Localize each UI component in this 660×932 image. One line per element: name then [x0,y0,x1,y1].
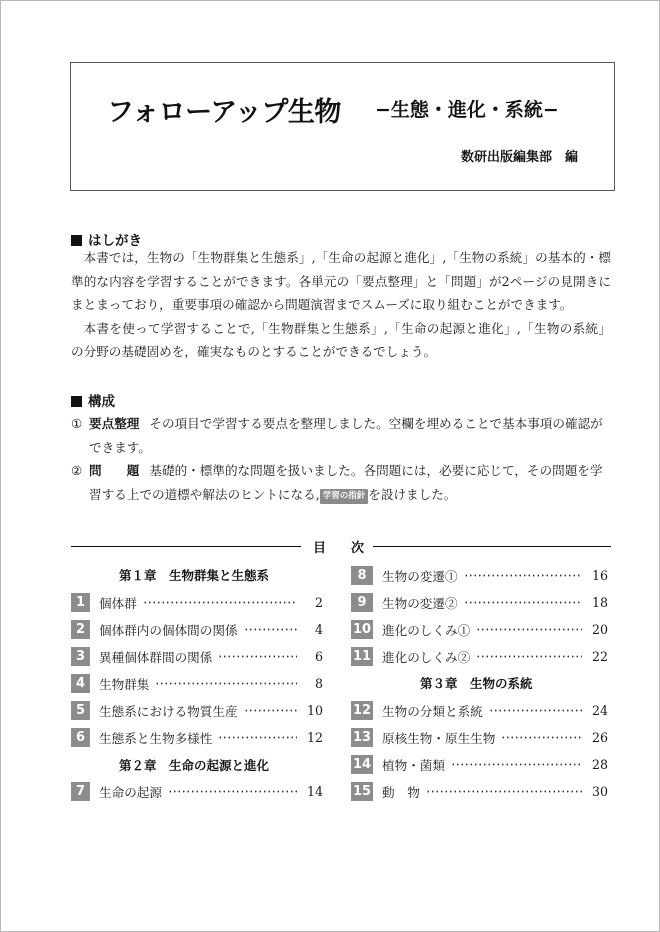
entry-page: 6 [314,648,323,664]
leader-dots [244,708,297,712]
item-number: ① [71,416,83,431]
square-bullet-icon [71,235,82,246]
entry-title: 動 物 [382,784,420,800]
entry-page: 20 [591,621,608,637]
editor-credit: 数研出版編集部 編 [460,150,578,165]
entry-number: 10 [352,621,372,637]
leader-dots [168,789,297,793]
preface-heading-label: はしがき [88,233,142,249]
leader-dots [476,654,582,658]
toc-entry[interactable] [71,700,323,720]
toc-entry[interactable] [351,754,608,774]
entry-number: 9 [351,593,373,612]
entry-title: 個体群 [99,595,137,611]
entry-title: 生物群集 [99,676,150,692]
entry-number: 12 [352,702,372,718]
entry-page: 16 [591,567,608,583]
entry-number: 6 [71,728,90,747]
item-number: ② [71,463,83,478]
toc-rule-right [373,546,611,547]
leader-dots [218,735,297,739]
entry-page: 24 [591,702,608,718]
preface-paragraph-1: 本書では，生物の「生物群集と生態系」,「生命の起源と進化」,「生物の系統」の基本的・標準的な内容を学習することができます。各単元の「要点整理」と「問題」が2ページの見開きにまとまっており，重要事項の確認から問題演習までスムーズに取り組むことができます。 [71,250,611,312]
leader-dots [464,600,582,604]
leader-dots [476,627,582,631]
toc-entry[interactable] [71,592,323,612]
chapter-heading: 第１章 生物群集と生態系 [119,568,270,583]
entry-title: 進化のしくみ② [382,649,471,665]
entry-title: 進化のしくみ① [382,622,471,638]
entry-title: 個体群内の個体間の関係 [99,622,238,638]
leader-dots [143,600,297,604]
title-box [70,62,615,191]
toc-title-left: 目 [313,541,327,556]
leader-dots [426,789,582,793]
item-text: 基礎的・標準的な問題を扱いました。各問題には，必要に応じて，その問題を学習する上での道標や解法のヒントになる, [89,463,603,502]
leader-dots [464,573,582,577]
toc-entry[interactable] [71,727,323,747]
preface-text [71,246,611,364]
toc-entry[interactable] [351,727,608,747]
toc-entry[interactable] [71,781,323,801]
preface-paragraph-2: 本書を使って学習することで,「生物群集と生態系」,「生命の起源と進化」,「生物の系統」の分野の基礎固めを，確実なものとすることができるでしょう。 [71,320,611,359]
leader-dots [155,681,297,685]
entry-page: 26 [591,729,608,745]
structure-item-2 [71,459,611,506]
entry-title: 植物・菌類 [382,757,445,773]
entry-page: 12 [306,729,323,745]
entry-number: 8 [351,566,373,585]
toc-entry[interactable] [351,619,608,639]
leader-dots [489,708,582,712]
entry-page: 14 [306,783,323,799]
entry-number: 11 [352,648,372,664]
chapter-heading: 第２章 生命の起源と進化 [119,758,270,773]
entry-page: 2 [314,594,323,610]
entry-number: 3 [71,647,90,666]
entry-number: 15 [352,783,372,799]
chapter-heading: 第３章 生物の系統 [420,676,533,691]
toc-entry[interactable] [351,565,608,585]
entry-title: 原核生物・原生生物 [382,730,496,746]
toc-title-right: 次 [351,541,365,556]
toc-rule-left [71,546,301,547]
entry-title: 生態系と生物多様性 [99,730,213,746]
entry-number: 2 [71,620,90,639]
entry-page: 10 [306,702,323,718]
toc-entry[interactable] [71,673,323,693]
leader-dots [244,627,297,631]
entry-page: 28 [591,756,608,772]
structure-heading-label: 構成 [88,394,115,410]
book-title: フォローアップ生物 [107,97,341,128]
item-text: その項目で学習する要点を整理しました。空欄を埋めることで基本事項の確認ができます。 [89,416,603,455]
item-text-end: を設けました。 [368,486,457,502]
entry-page: 8 [314,675,323,691]
structure-item-1 [71,412,611,459]
hint-badge: 学習の指針 [320,489,369,504]
toc-entry[interactable] [71,646,323,666]
entry-title: 生物の分類と系統 [382,703,483,719]
toc-entry[interactable] [351,700,608,720]
leader-dots [218,654,297,658]
book-subtitle: −生態・進化・系統− [375,99,559,121]
entry-number: 14 [352,756,372,772]
toc-entry[interactable] [351,781,608,801]
item-term: 問 題 [89,463,140,478]
entry-title: 異種個体群間の関係 [99,649,213,665]
entry-title: 生物の変遷① [382,568,458,584]
leader-dots [501,735,582,739]
entry-page: 4 [314,621,323,637]
entry-page: 22 [591,648,608,664]
entry-number: 13 [352,729,372,745]
entry-number: 1 [71,593,90,612]
leader-dots [451,762,582,766]
entry-number: 7 [71,782,90,801]
entry-title: 生物の変遷② [382,595,458,611]
item-term: 要点整理 [89,416,140,431]
structure-heading [71,390,115,410]
entry-number: 5 [71,701,90,720]
entry-title: 生命の起源 [99,784,162,800]
entry-number: 4 [71,674,90,693]
entry-page: 30 [591,783,608,799]
square-bullet-icon [71,396,82,407]
entry-page: 18 [591,594,608,610]
toc-entry[interactable] [71,619,323,639]
toc-entry[interactable] [351,646,608,666]
toc-entry[interactable] [351,592,608,612]
entry-title: 生態系における物質生産 [99,703,238,719]
